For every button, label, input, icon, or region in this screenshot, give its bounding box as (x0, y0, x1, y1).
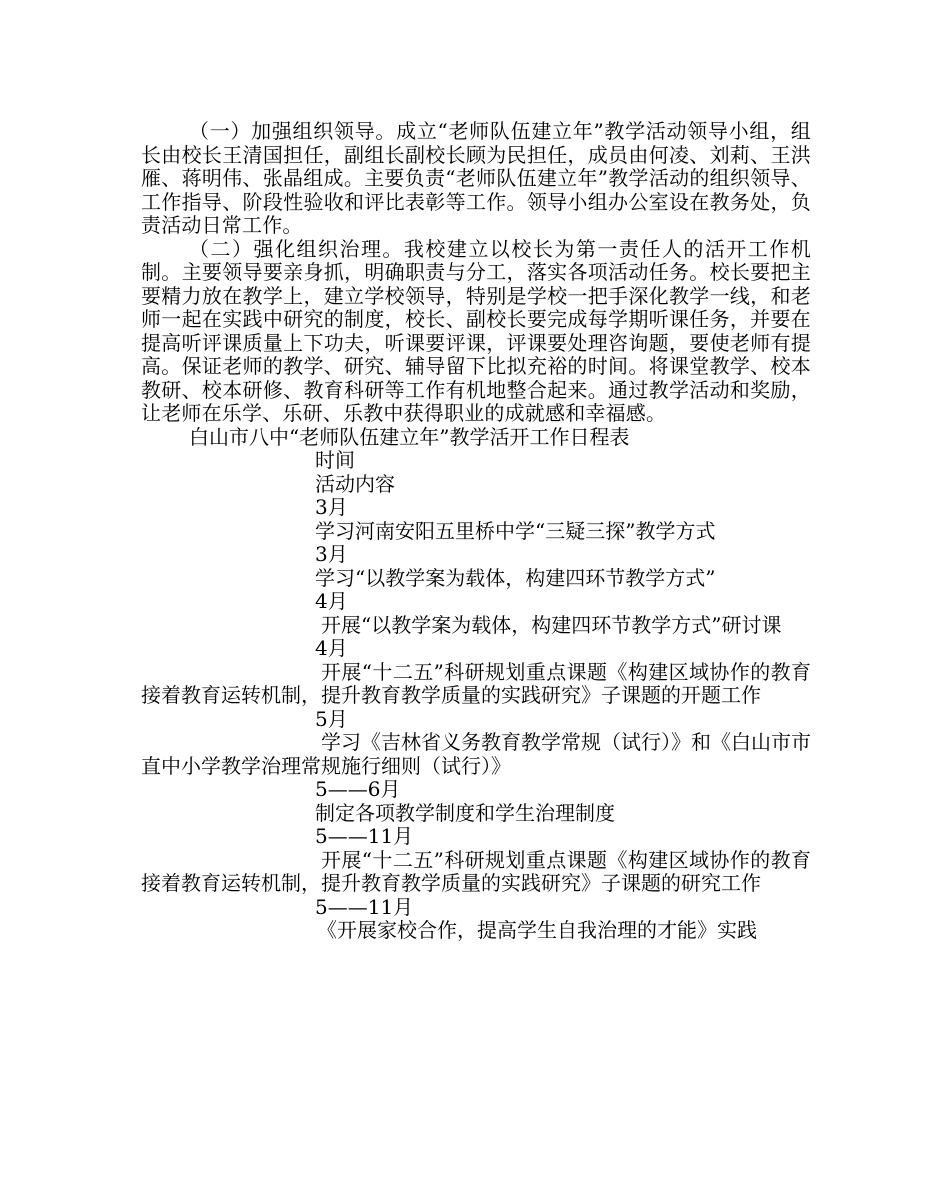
schedule-row-content: 《开展家校合作，提高学生自我治理的才能》实践 (317, 918, 757, 942)
schedule-row-content: 制定各项教学制度和学生治理制度 (315, 800, 615, 825)
schedule-row-content: 学习《吉林省义务教育教学常规（试行）》和《白山市市直中小学教学治理常规施行细则（试行）》 (141, 730, 811, 778)
schedule-row-content: 学习河南安阳五里桥中学“三疑三探”教学方式 (315, 518, 716, 543)
schedule-row-time: 5——6月 (315, 777, 401, 801)
schedule-header-content: 活动内容 (315, 471, 395, 496)
schedule-row-time: 4月 (315, 636, 348, 660)
schedule-row-time: 3月 (315, 495, 348, 519)
schedule-row-time: 5——11月 (315, 894, 414, 919)
paragraph-organization-management: （二）强化组织治理。我校建立以校长为第一责任人的活开工作机制。主要领导要亲身抓，明确职责与分工，落实各项活动任务。校长要把主要精力放在教学上，建立学校领导，特别是学校一把手深化教学一线，和老师一起在实践中研究的制度，校长、副校长要完成每学期听课任务，并要在提高听评课质量上下功夫，听课要评课，评课要处理咨询题，要使老师有提高。保证老师的教学、研究、辅导留下比拟充裕的时间。将课堂教学、校本教研、校本研修、教育科研等工作有机地整合起来。通过教学活动和奖励，让老师在乐学、乐研、乐教中获得职业的成就感和幸福感。 (141, 236, 811, 425)
schedule-row-content: 开展“十二五”科研规划重点课题《构建区域协作的教育接着教育运转机制，提升教育教学质量的实践研究》子课题的研究工作 (141, 847, 811, 895)
paragraph-organization-leadership: （一）加强组织领导。成立“老师队伍建立年”教学活动领导小组，组长由校长王清国担任，副组长副校长顾为民担任，成员由何凌、刘莉、王洪雁、蒋明伟、张晶组成。主要负责“老师队伍建立年”教学活动的组织领导、工作指导、阶段性验收和评比表彰等工作。领导小组办公室设在教务处，负责活动日常工作。 (141, 119, 811, 237)
schedule-row-content: 学习“以教学案为载体，构建四环节教学方式” (315, 565, 716, 590)
schedule-header-time: 时间 (315, 448, 355, 472)
schedule-row-time: 3月 (315, 542, 348, 566)
document-body (141, 120, 811, 943)
schedule-title: 白山市八中“老师队伍建立年”教学活开工作日程表 (189, 424, 630, 449)
schedule-row-content: 开展“十二五”科研规划重点课题《构建区域协作的教育接着教育运转机制，提升教育教学质量的实践研究》子课题的开题工作 (141, 659, 811, 707)
schedule-row-time: 5月 (315, 706, 348, 731)
schedule-row-content: 开展“以教学案为载体，构建四环节教学方式”研讨课 (321, 612, 782, 637)
schedule-row-time: 4月 (315, 589, 348, 613)
schedule-row-time: 5——11月 (315, 824, 414, 848)
